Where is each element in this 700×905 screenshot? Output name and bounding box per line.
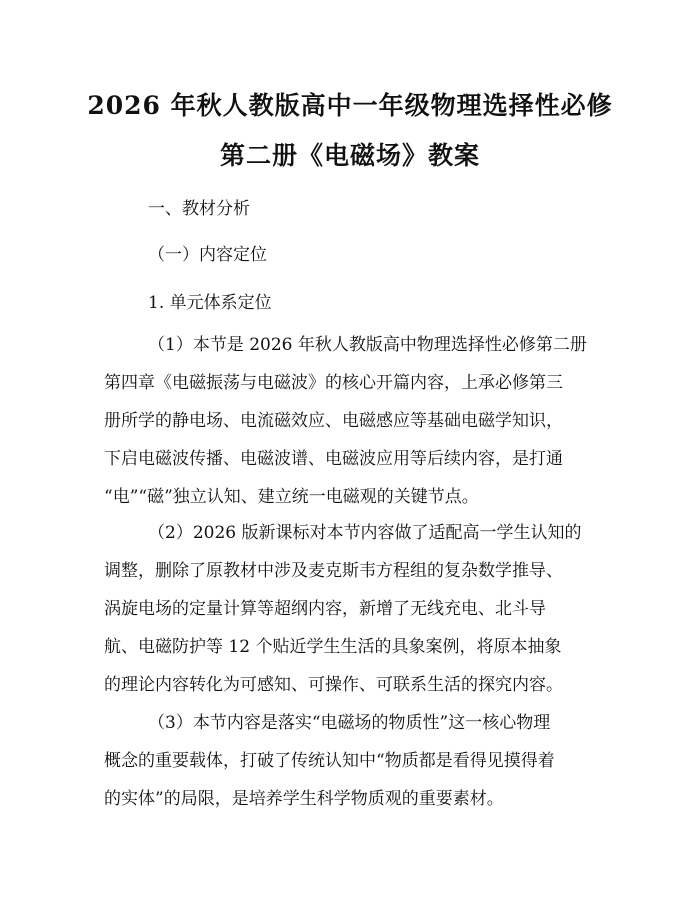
paragraph-line: （2）2026 版新课标对本节内容做了适配高一学生认知的 — [148, 523, 582, 543]
paragraph-line: （3）本节内容是落实“电磁场的物质性”这一核心物理 — [148, 713, 551, 733]
paragraph-line: （1）本节是 2026 年秋人教版高中物理选择性必修第二册 — [148, 335, 587, 355]
subsection-heading-content-positioning: （一）内容定位 — [148, 245, 267, 265]
paragraph-3 — [104, 704, 604, 818]
paragraph-line: 航、电磁防护等 12 个贴近学生生活的具象案例，将原本抽象 — [104, 637, 562, 657]
paragraph-line: 概念的重要载体，打破了传统认知中“物质都是看得见摸得着 — [104, 751, 555, 771]
paragraph-line: 第四章《电磁振荡与电磁波》的核心开篇内容，上承必修第三 — [104, 373, 563, 393]
paragraph-line: “电”“磁”独立认知、建立统一电磁观的关键节点。 — [104, 487, 479, 507]
item-heading-unit-system-positioning: 1. 单元体系定位 — [148, 293, 272, 313]
paragraph-line: 涡旋电场的定量计算等超纲内容，新增了无线充电、北斗导 — [104, 599, 546, 619]
paragraph-1 — [104, 326, 604, 516]
paragraph-line: 下启电磁波传播、电磁波谱、电磁波应用等后续内容，是打通 — [104, 449, 563, 469]
document-title-line-2: 第二册《电磁场》教案 — [219, 141, 480, 170]
paragraph-line: 的理论内容转化为可感知、可操作、可联系生活的探究内容。 — [104, 675, 563, 695]
paragraph-line: 调整，删除了原教材中涉及麦克斯韦方程组的复杂数学推导、 — [104, 561, 563, 581]
paragraph-2 — [104, 514, 604, 704]
paragraph-line: 的实体”的局限，是培养学生科学物质观的重要素材。 — [104, 789, 504, 809]
section-heading-textbook-analysis: 一、教材分析 — [148, 199, 250, 219]
document-title-line-1: 2026 年秋人教版高中一年级物理选择性必修 — [87, 91, 613, 120]
paragraph-line: 册所学的静电场、电流磁效应、电磁感应等基础电磁学知识， — [104, 411, 563, 431]
